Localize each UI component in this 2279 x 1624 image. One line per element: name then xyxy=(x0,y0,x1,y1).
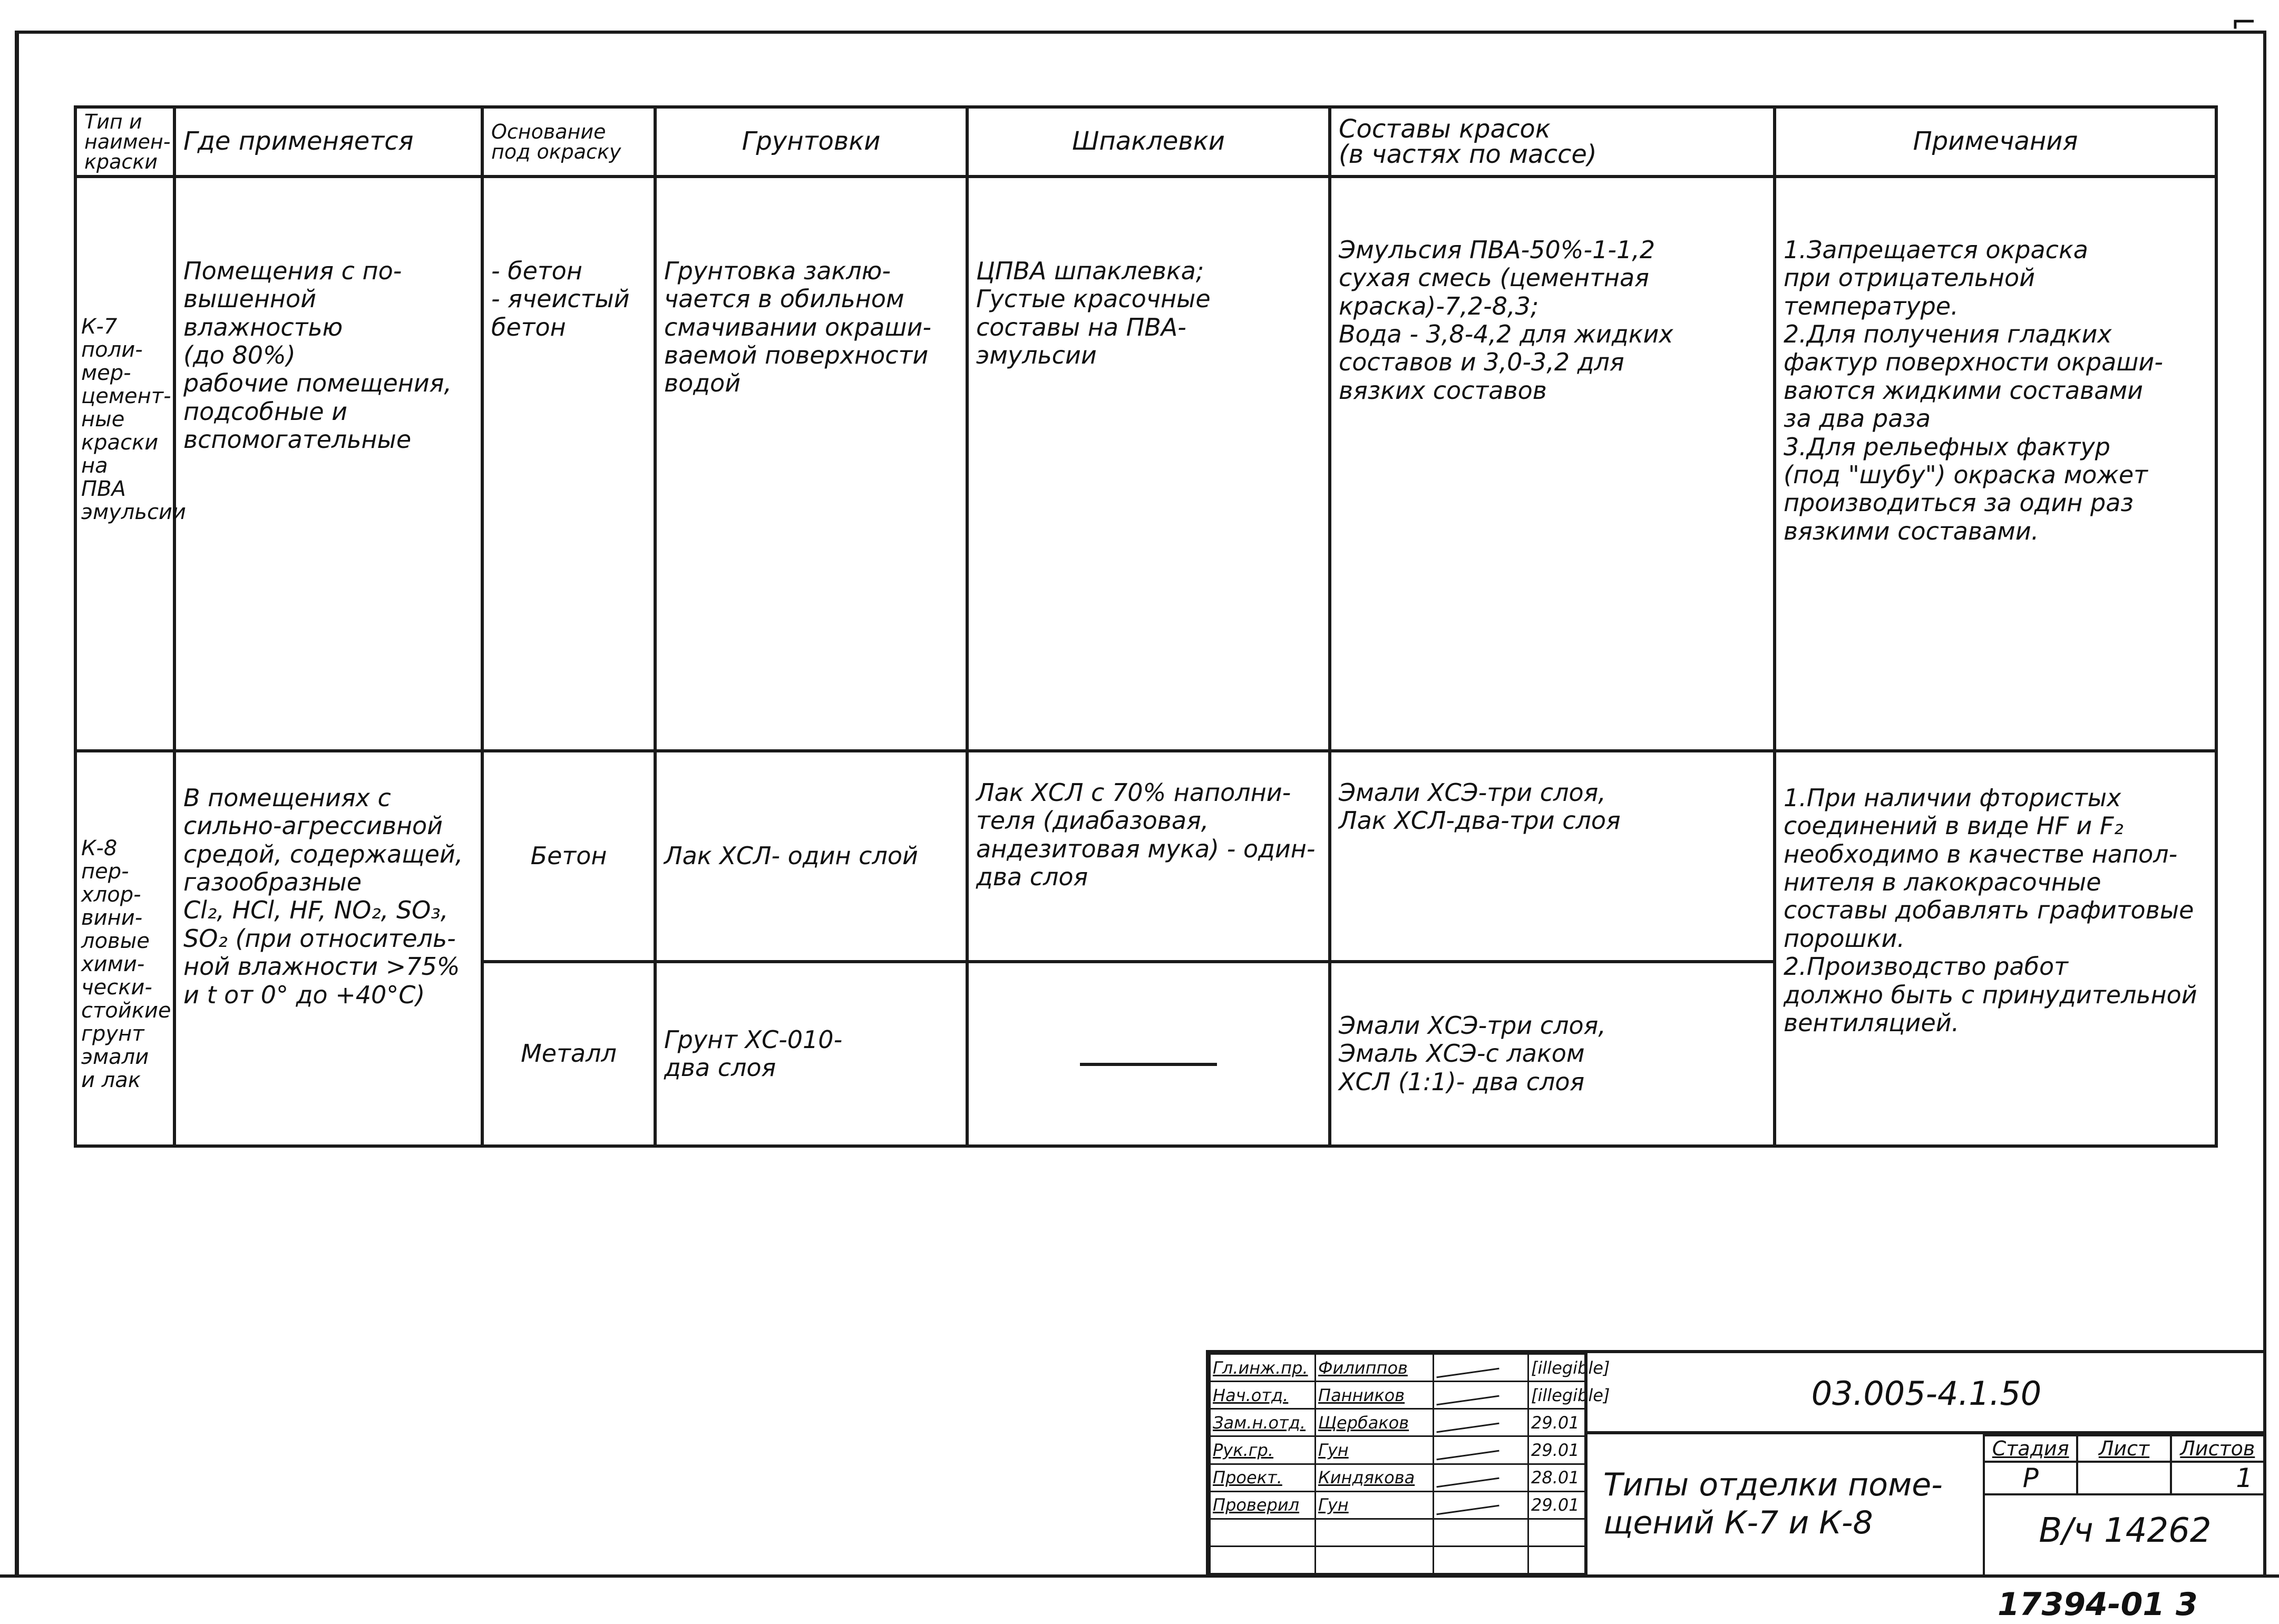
k8-type: К-8 пер- хлор- вини- ловые хими- чески- стойкие грунт эмали и лак xyxy=(75,751,174,1146)
header-paint: Составы красок (в частях по массе) xyxy=(1330,107,1775,177)
sheets-value: 1 xyxy=(2171,1462,2264,1494)
k8-metal-primer: Грунт ХС-010- два слоя xyxy=(655,962,967,1146)
approval-date: [illegible] xyxy=(1528,1382,1585,1409)
approval-name: Киндякова xyxy=(1316,1464,1434,1491)
sheets-label: Листов xyxy=(2171,1435,2264,1462)
stage-value: Р xyxy=(1984,1462,2077,1494)
k8-metal-base: Металл xyxy=(482,962,655,1146)
header-notes: Примечания xyxy=(1775,107,2216,177)
approval-row xyxy=(1210,1382,1585,1409)
finish-types-table xyxy=(74,105,2218,1148)
k8-concrete-putty: Лак ХСЛ с 70% наполни- теля (диабазовая, андезитовая мука) - один- два слоя xyxy=(967,751,1330,962)
approval-name: Гун xyxy=(1316,1436,1434,1464)
signature xyxy=(1434,1491,1528,1519)
corner-mark: ⌐ xyxy=(2231,4,2257,41)
table-row-k7 xyxy=(75,177,2216,751)
approval-row-empty xyxy=(1210,1546,1585,1573)
approval-role: Зам.н.отд. xyxy=(1210,1409,1316,1436)
frame-bottom-line xyxy=(0,1574,2279,1578)
stage-table xyxy=(1983,1434,2265,1495)
approval-row-empty xyxy=(1210,1519,1585,1546)
k8-metal-paint: Эмали ХСЭ-три слоя, Эмаль ХСЭ-с лаком ХСЛ (1:1)- два слоя xyxy=(1330,962,1775,1146)
stage-label: Стадия xyxy=(1984,1435,2077,1462)
title-block xyxy=(1206,1350,2265,1574)
signature xyxy=(1434,1436,1528,1464)
approval-date: [illegible] xyxy=(1528,1354,1585,1382)
approval-name: Филиппов xyxy=(1316,1354,1434,1382)
approval-row xyxy=(1210,1491,1585,1519)
k8-concrete-paint: Эмали ХСЭ-три слоя, Лак ХСЛ-два-три слоя xyxy=(1330,751,1775,962)
header-row xyxy=(75,107,2216,177)
k8-notes: 1.При наличии фтористых соединений в виде HF и F₂ необходимо в качестве напол- нителя в лакокрасочные составы добавлять графитовые порошки. 2.Производство работ должно быть с принудительной вентиляцией. xyxy=(1775,751,2216,1146)
header-primer: Грунтовки xyxy=(655,107,967,177)
approval-role: Рук.гр. xyxy=(1210,1436,1316,1464)
k7-usage: Помещения с по- вышенной влажностью (до 80%) рабочие помещения, подсобные и вспомогательные xyxy=(174,177,482,751)
document-name: Типы отделки поме- щений К-7 и К-8 xyxy=(1584,1434,1983,1574)
approval-table xyxy=(1209,1353,1610,1574)
approval-row xyxy=(1210,1436,1585,1464)
approval-name: Панников xyxy=(1316,1382,1434,1409)
header-usage: Где применяется xyxy=(174,107,482,177)
signature xyxy=(1434,1409,1528,1436)
approval-date: 28.01 xyxy=(1528,1464,1585,1491)
table-row-k8-concrete xyxy=(75,751,2216,962)
approval-role: Гл.инж.пр. xyxy=(1210,1354,1316,1382)
k7-primer: Грунтовка заклю- чается в обильном смачивании окраши- ваемой поверхности водой xyxy=(655,177,967,751)
document-code: 03.005-4.1.50 xyxy=(1584,1353,2265,1434)
k7-putty: ЦПВА шпаклевка; Густые красочные составы на ПВА- эмульсии xyxy=(967,177,1330,751)
approval-date: 29.01 xyxy=(1528,1491,1585,1519)
approval-name: Щербаков xyxy=(1316,1409,1434,1436)
archive-stamp: 17394-01 3 xyxy=(1998,1586,2198,1623)
k7-base: - бетон - ячеистый бетон xyxy=(482,177,655,751)
signature xyxy=(1434,1464,1528,1491)
approval-name: Гун xyxy=(1316,1491,1434,1519)
organization: В/ч 14262 xyxy=(1983,1487,2265,1574)
approval-row xyxy=(1210,1354,1585,1382)
k8-usage: В помещениях с сильно-агрессивной средой, содержащей, газообразные Cl₂, HCl, HF, NO₂, SO₃, SO₂ (при относитель- ной влажности >75% и t от 0° до +40°С) xyxy=(174,751,482,1146)
k7-type: К-7 поли- мер- цемент- ные краски на ПВА эмульсии xyxy=(75,177,174,751)
header-type: Тип и наимен- краски xyxy=(75,107,174,177)
approval-role: Нач.отд. xyxy=(1210,1382,1316,1409)
k7-paint: Эмульсия ПВА-50%-1-1,2 сухая смесь (цементная краска)-7,2-8,3; Вода - 3,8-4,2 для жидких составов и 3,0-3,2 для вязких составов xyxy=(1330,177,1775,751)
approval-date: 29.01 xyxy=(1528,1409,1585,1436)
approval-row xyxy=(1210,1409,1585,1436)
approval-role: Проверил xyxy=(1210,1491,1316,1519)
approval-row xyxy=(1210,1464,1585,1491)
header-base: Основание под окраску xyxy=(482,107,655,177)
k8-concrete-base: Бетон xyxy=(482,751,655,962)
k8-concrete-primer: Лак ХСЛ- один слой xyxy=(655,751,967,962)
signature xyxy=(1434,1382,1528,1409)
empty-dash xyxy=(1080,1063,1217,1066)
k8-metal-putty xyxy=(967,962,1330,1146)
header-putty: Шпаклевки xyxy=(967,107,1330,177)
approval-role: Проект. xyxy=(1210,1464,1316,1491)
k7-notes: 1.Запрещается окраска при отрицательной температуре. 2.Для получения гладких фактур поверхности окраши- ваются жидкими составами за два раза 3.Для рельефных фактур (под "шубу") окраска может производиться за один раз вязкими составами. xyxy=(1775,177,2216,751)
signature xyxy=(1434,1354,1528,1382)
approval-date: 29.01 xyxy=(1528,1436,1585,1464)
sheet-label: Лист xyxy=(2077,1435,2170,1462)
